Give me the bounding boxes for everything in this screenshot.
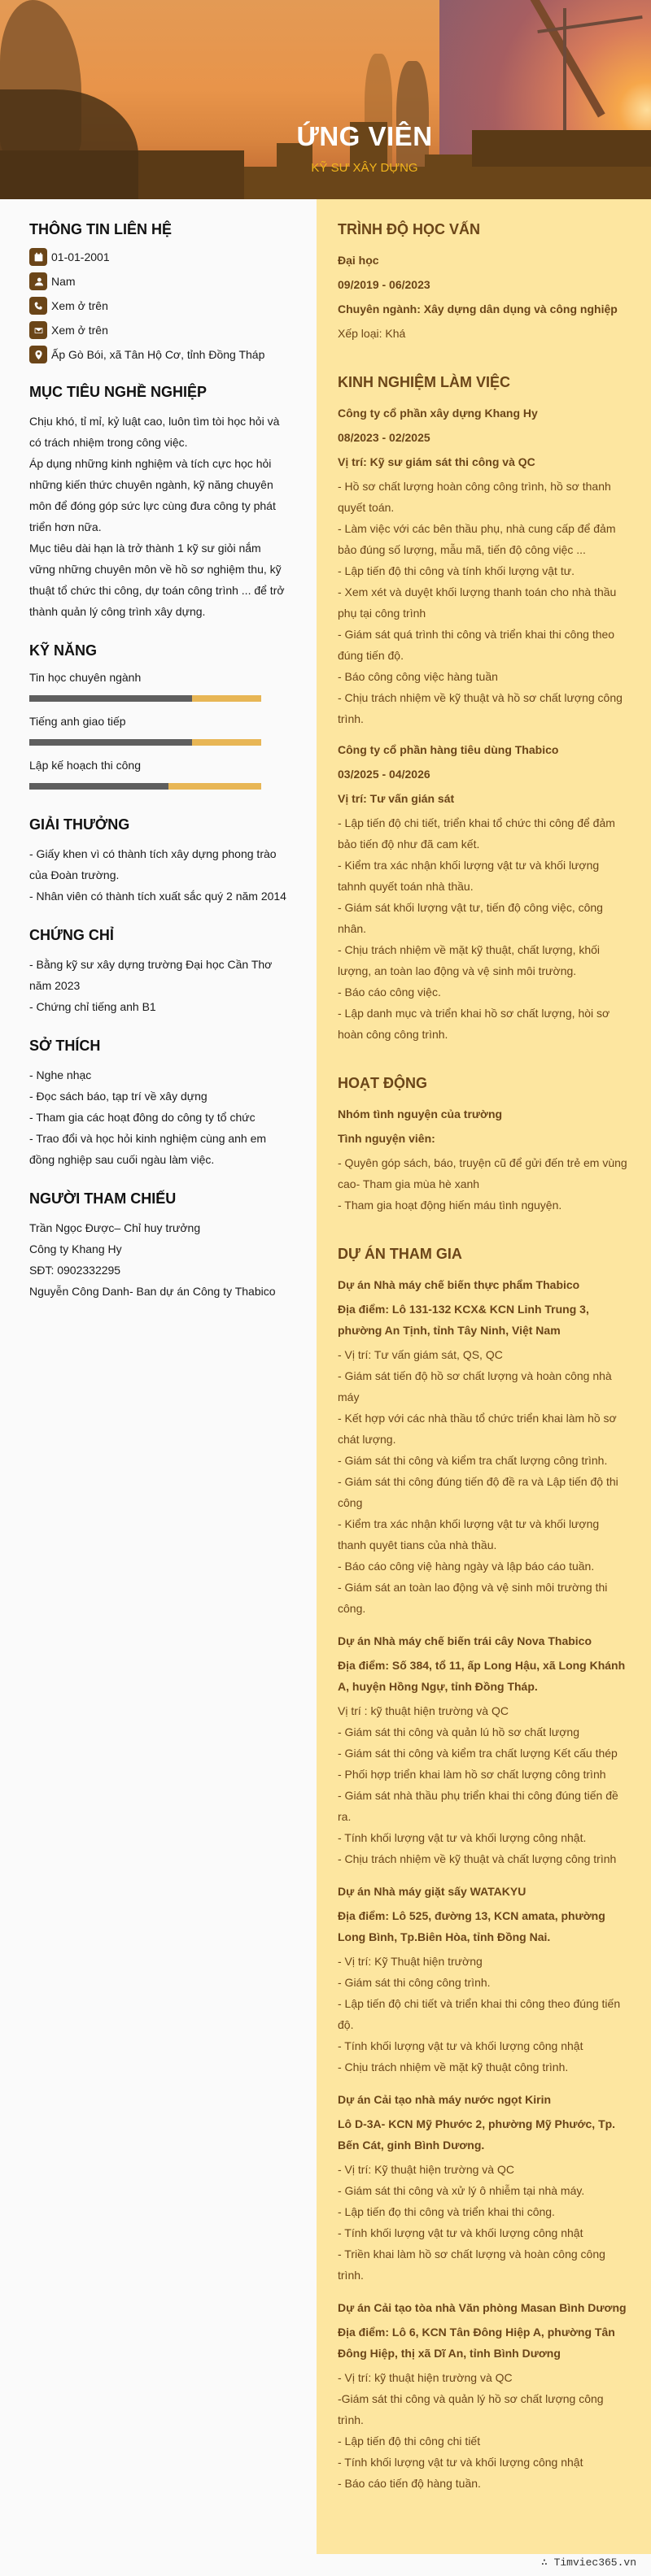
contact-section xyxy=(29,219,287,363)
education-major: Chuyên ngành: Xây dựng dân dụng và công nghiệp xyxy=(338,302,618,315)
section-title-contact: THÔNG TIN LIÊN HỆ xyxy=(29,221,172,237)
contact-gender xyxy=(29,272,287,290)
project-name: Dự án Cải tạo tòa nhà Văn phòng Masan Bình Dương xyxy=(338,2301,627,2314)
skills-section xyxy=(29,640,287,790)
project-line: - Lập tiến độ thi công chi tiết xyxy=(338,2435,481,2448)
section-title-references: NGƯỜI THAM CHIẾU xyxy=(29,1190,177,1207)
job-duty: - Kiểm tra xác nhận khối lượng vật tư và khối lượng tahnh quyết toán nhà thầu. xyxy=(338,859,600,893)
project-location: Địa điểm: Lô 6, KCN Tân Đông Hiệp A, phường Tân Đông Hiệp, thị xã Dĩ An, tỉnh Bình Dương xyxy=(338,2326,615,2360)
section-title-certificates: CHỨNG CHỈ xyxy=(29,927,114,943)
contact-address-value: Ấp Gò Bói, xã Tân Hộ Cơ, tỉnh Đồng Tháp xyxy=(51,348,265,361)
skill-name: Tin học chuyên ngành xyxy=(29,671,142,684)
email-icon xyxy=(29,321,47,339)
certificate-line: - Chứng chỉ tiếng anh B1 xyxy=(29,1000,156,1013)
contact-address xyxy=(29,346,287,363)
project-line: - Vị trí: Tư vấn giám sát, QS, QC xyxy=(338,1348,503,1361)
phone-icon xyxy=(29,297,47,315)
experience-section xyxy=(338,372,630,1045)
job-entry xyxy=(338,739,630,1045)
skill-name: Lập kế hoạch thi công xyxy=(29,759,141,772)
job-duty: - Hồ sơ chất lượng hoàn công công trình, hồ sơ thanh quyết toán. xyxy=(338,480,611,514)
contact-phone-value: Xem ở trên xyxy=(51,299,108,312)
project-line: - Giám sát an toàn lao động và vệ sinh môi trường thi công. xyxy=(338,1581,608,1615)
objective-line: Mục tiêu dài hạn là trở thành 1 kỹ sư giỏi nắm vững những chuyên môn về hồ sơ nghiệm thu, kỹ thuật tổ chức thi công, dự toán công trình ... để trở thành quản lý công trình xây dựng. xyxy=(29,542,285,618)
project-entry xyxy=(338,1274,630,1619)
skill-bar xyxy=(29,695,261,702)
section-title-activities: HOẠT ĐỘNG xyxy=(338,1075,427,1091)
project-name: Dự án Nhà máy giặt sấy WATAKYU xyxy=(338,1885,526,1898)
project-line: - Giám sát thi công và kiểm tra chất lượng Kết cấu thép xyxy=(338,1747,618,1760)
project-location: Địa điểm: Lô 131-132 KCX& KCN Linh Trung 3, phường An Tịnh, tỉnh Tây Ninh, Việt Nam xyxy=(338,1303,589,1337)
activity-group: Nhóm tình nguyện của trường xyxy=(338,1107,503,1120)
candidate-name: ỨNG VIÊN xyxy=(296,121,433,151)
project-location: Địa điểm: Số 384, tổ 11, ấp Long Hậu, xã Long Khánh A, huyện Hồng Ngự, tỉnh Đồng Tháp. xyxy=(338,1659,626,1693)
skill-bar-fill xyxy=(29,739,192,746)
section-title-hobbies: SỞ THÍCH xyxy=(29,1038,101,1054)
candidate-role: KỸ SƯ XÂY DỰNG xyxy=(311,161,418,175)
certificates-section xyxy=(29,925,287,1017)
job-duty: - Lập tiến độ chi tiết, triển khai tổ chức thi công để đảm bảo tiến độ như đã cam kết. xyxy=(338,816,615,851)
certificate-line: - Bằng kỹ sư xây dựng trường Đại học Cần Thơ năm 2023 xyxy=(29,958,273,992)
job-entry xyxy=(338,402,630,729)
project-line: - Giám sát thi công công trình. xyxy=(338,1976,491,1989)
hobby-line: - Trao đổi và học hỏi kinh nghiệm cùng anh em đồng nghiệp sau cuối ngàu làm việc. xyxy=(29,1132,267,1166)
project-line: - Tính khối lượng vật tư và khối lượng công nhật xyxy=(338,2226,583,2239)
skill-bar xyxy=(29,783,261,790)
project-name: Dự án Nhà máy chế biến thực phẩm Thabico xyxy=(338,1278,580,1291)
section-title-objective: MỤC TIÊU NGHỀ NGHIỆP xyxy=(29,384,208,400)
award-line: - Giấy khen vì có thành tích xây dựng phong trào của Đoàn trường. xyxy=(29,847,277,881)
reference-line: Trần Ngọc Được– Chỉ huy trưởng xyxy=(29,1221,201,1234)
project-line: - Kiểm tra xác nhận khối lượng vật tư và khối lượng thanh quyêt tians của nhà thầu. xyxy=(338,1517,600,1551)
job-duty: - Chịu trách nhiệm về mặt kỹ thuật, chất lượng, khối lượng, an toàn lao động và vệ sinh môi trường. xyxy=(338,943,601,977)
job-period: 03/2025 - 04/2026 xyxy=(338,768,430,781)
job-duty: - Giám sát quá trình thi công và triển khai thi công theo đúng tiến độ. xyxy=(338,628,615,662)
project-line: - Giám sát thi công đúng tiến độ đề ra và Lập tiến độ thi công xyxy=(338,1475,618,1509)
project-line: - Phối hợp triển khai làm hồ sơ chất lượng công trình xyxy=(338,1768,606,1781)
project-line: - Giám sát thi công và xử lý ô nhiễm tại nhà máy. xyxy=(338,2184,585,2197)
reference-line: Công ty Khang Hy xyxy=(29,1242,122,1255)
project-line: - Giám sát nhà thầu phụ triển khai thi công đúng tiến đề ra. xyxy=(338,1789,618,1823)
calendar-icon xyxy=(29,248,47,266)
objective-line: Áp dụng những kinh nghiệm và tích cực học hỏi những kiến thức chuyên ngành, kỹ năng chuyên môn để đóng góp sức lực cùng đưa công ty phát triển hơn nữa. xyxy=(29,457,276,533)
job-duty: - Làm việc với các bên thầu phụ, nhà cung cấp để đảm bảo đúng số lượng, mẫu mã, tiến độ công việc ... xyxy=(338,522,616,556)
project-location: Lô D-3A- KCN Mỹ Phước 2, phường Mỹ Phước, Tp. Bến Cát, ginh Bình Dương. xyxy=(338,2117,616,2152)
section-title-education: TRÌNH ĐỘ HỌC VẤN xyxy=(338,221,480,237)
hobbies-section xyxy=(29,1035,287,1170)
job-position: Vị trí: Kỹ sư giám sát thi công và QC xyxy=(338,455,535,468)
project-line: - Báo cáo công việ hàng ngày và lập báo cáo tuần. xyxy=(338,1560,595,1573)
project-line: - Chịu trách nhiệm về kỹ thuật và chất lượng công trình xyxy=(338,1852,617,1865)
award-line: - Nhân viên có thành tích xuất sắc quý 2 năm 2014 xyxy=(29,890,286,903)
hobby-line: - Tham gia các hoạt đông do công ty tổ chức xyxy=(29,1111,256,1124)
footer-watermark xyxy=(0,2554,651,2576)
reference-line: SĐT: 0902332295 xyxy=(29,1264,121,1277)
project-line: - Giám sát thi công và quản lú hồ sơ chất lượng xyxy=(338,1725,579,1738)
job-duty: - Báo công công việc hàng tuần xyxy=(338,670,498,683)
project-line: - Giám sát tiến độ hồ sơ chất lượng và hoàn công nhà máy xyxy=(338,1369,612,1403)
skill-item xyxy=(29,669,287,702)
job-company: Công ty cổ phần xây dựng Khang Hy xyxy=(338,407,538,420)
skill-item xyxy=(29,757,287,790)
job-duty: - Báo cáo công việc. xyxy=(338,986,441,999)
awards-section xyxy=(29,814,287,907)
projects-section xyxy=(338,1243,630,2494)
cv-body xyxy=(0,199,651,2554)
contact-gender-value: Nam xyxy=(51,275,76,288)
project-line: - Kết hợp với các nhà thầu tổ chức triển khai làm hồ sơ chát lượng. xyxy=(338,1412,617,1446)
skill-bar-fill xyxy=(29,695,192,702)
section-title-skills: KỸ NĂNG xyxy=(29,642,98,659)
section-title-awards: GIẢI THƯỞNG xyxy=(29,816,130,833)
hobby-line: - Đọc sách báo, tạp trí về xây dựng xyxy=(29,1090,208,1103)
contact-email-value: Xem ở trên xyxy=(51,324,108,337)
contact-phone[interactable] xyxy=(29,297,287,315)
project-line: - Vị trí: kỹ thuật hiện trường và QC xyxy=(338,2371,513,2384)
section-title-experience: KINH NGHIỆM LÀM VIỆC xyxy=(338,374,511,390)
contact-birthday-value: 01-01-2001 xyxy=(51,250,110,263)
education-section xyxy=(338,219,630,344)
project-line: - Lập tiến đọ thi công và triển khai thi công. xyxy=(338,2205,555,2218)
project-line: - Tính khối lượng vật tư và khối lượng công nhật. xyxy=(338,1831,587,1844)
education-degree: Đại học xyxy=(338,254,379,267)
job-position: Vị trí: Tư vấn gián sát xyxy=(338,792,455,805)
section-title-projects: DỰ ÁN THAM GIA xyxy=(338,1246,462,1262)
job-duty: - Xem xét và duyệt khối lượng thanh toán cho nhà thầu phụ tại công trình xyxy=(338,585,617,620)
education-grade: Xếp loại: Khá xyxy=(338,327,406,340)
user-icon xyxy=(29,272,47,290)
skill-name: Tiếng anh giao tiếp xyxy=(29,715,126,728)
skill-bar-fill xyxy=(29,783,168,790)
job-duty: - Lập tiến độ thi công và tính khối lượng vật tư. xyxy=(338,564,575,577)
contact-email[interactable] xyxy=(29,321,287,339)
project-name: Dự án Nhà máy chế biến trái cây Nova Thabico xyxy=(338,1634,592,1647)
activity-line: - Quyên góp sách, báo, truyện cũ để gửi đến trẻ em vùng cao- Tham gia mùa hè xanh xyxy=(338,1156,627,1190)
project-line: - Vị trí: Kỹ thuật hiện trường và QC xyxy=(338,2163,514,2176)
activity-role: Tình nguyện viên: xyxy=(338,1132,435,1145)
project-line: Vị trí : kỹ thuật hiện trường và QC xyxy=(338,1704,509,1717)
job-period: 08/2023 - 02/2025 xyxy=(338,431,430,444)
objective-line: Chịu khó, tỉ mỉ, kỷ luật cao, luôn tìm tòi học hỏi và có trách nhiệm trong công việc. xyxy=(29,415,280,449)
project-entry xyxy=(338,2089,630,2286)
education-period: 09/2019 - 06/2023 xyxy=(338,278,430,291)
project-line: - Tính khối lượng vật tư và khối lượng công nhật xyxy=(338,2039,583,2052)
references-section xyxy=(29,1188,287,1302)
project-entry xyxy=(338,2297,630,2494)
right-column xyxy=(317,199,651,2554)
project-line: -Giám sát thi công và quản lý hồ sơ chất lượng công trình. xyxy=(338,2392,604,2426)
project-name: Dự án Cải tạo nhà máy nước ngọt Kirin xyxy=(338,2093,552,2106)
project-entry xyxy=(338,1630,630,1869)
watermark-text: ∴ Timviec365.vn xyxy=(540,2556,636,2569)
project-line: - Triền khai làm hồ sơ chất lượng và hoàn công công trình. xyxy=(338,2247,605,2282)
reference-line: Nguyễn Công Danh- Ban dự án Công ty Thabico xyxy=(29,1285,276,1298)
hobby-line: - Nghe nhạc xyxy=(29,1068,92,1081)
skill-item xyxy=(29,713,287,746)
project-entry xyxy=(338,1881,630,2078)
project-line: - Lập tiến độ chi tiết và triển khai thi công theo đúng tiến độ. xyxy=(338,1997,621,2031)
job-duty: - Lập danh mục và triển khai hồ sơ chất lượng, hòi sơ hoàn công công trình. xyxy=(338,1007,610,1041)
project-line: - Tính khối lượng vật tư và khối lượng công nhật xyxy=(338,2456,583,2469)
left-column xyxy=(0,199,317,1352)
job-duty: - Giám sát khối lượng vật tư, tiến độ công việc, công nhân. xyxy=(338,901,603,935)
contact-list xyxy=(29,248,287,363)
job-company: Công ty cổ phần hàng tiêu dùng Thabico xyxy=(338,743,559,756)
project-line: - Chịu trách nhiệm về mặt kỹ thuật công trình. xyxy=(338,2060,569,2073)
project-location: Địa điểm: Lô 525, đường 13, KCN amata, phường Long Bình, Tp.Biên Hòa, tỉnh Đồng Nai. xyxy=(338,1909,605,1943)
skill-bar xyxy=(29,739,261,746)
contact-birthday xyxy=(29,248,287,266)
header-title-block xyxy=(0,120,651,176)
project-line: - Giám sát thi công và kiểm tra chất lượng công trình. xyxy=(338,1454,608,1467)
project-line: - Vị trí: Kỹ Thuật hiện trường xyxy=(338,1955,483,1968)
project-line: - Báo cáo tiến độ hàng tuần. xyxy=(338,2477,481,2490)
activity-line: - Tham gia hoạt động hiến máu tình nguyện. xyxy=(338,1199,562,1212)
cv-header xyxy=(0,0,651,199)
activities-section xyxy=(338,1073,630,1216)
job-duty: - Chịu trách nhiệm về kỹ thuật và hồ sơ chất lượng công trình. xyxy=(338,691,623,725)
objective-section xyxy=(29,381,287,622)
location-icon xyxy=(29,346,47,363)
